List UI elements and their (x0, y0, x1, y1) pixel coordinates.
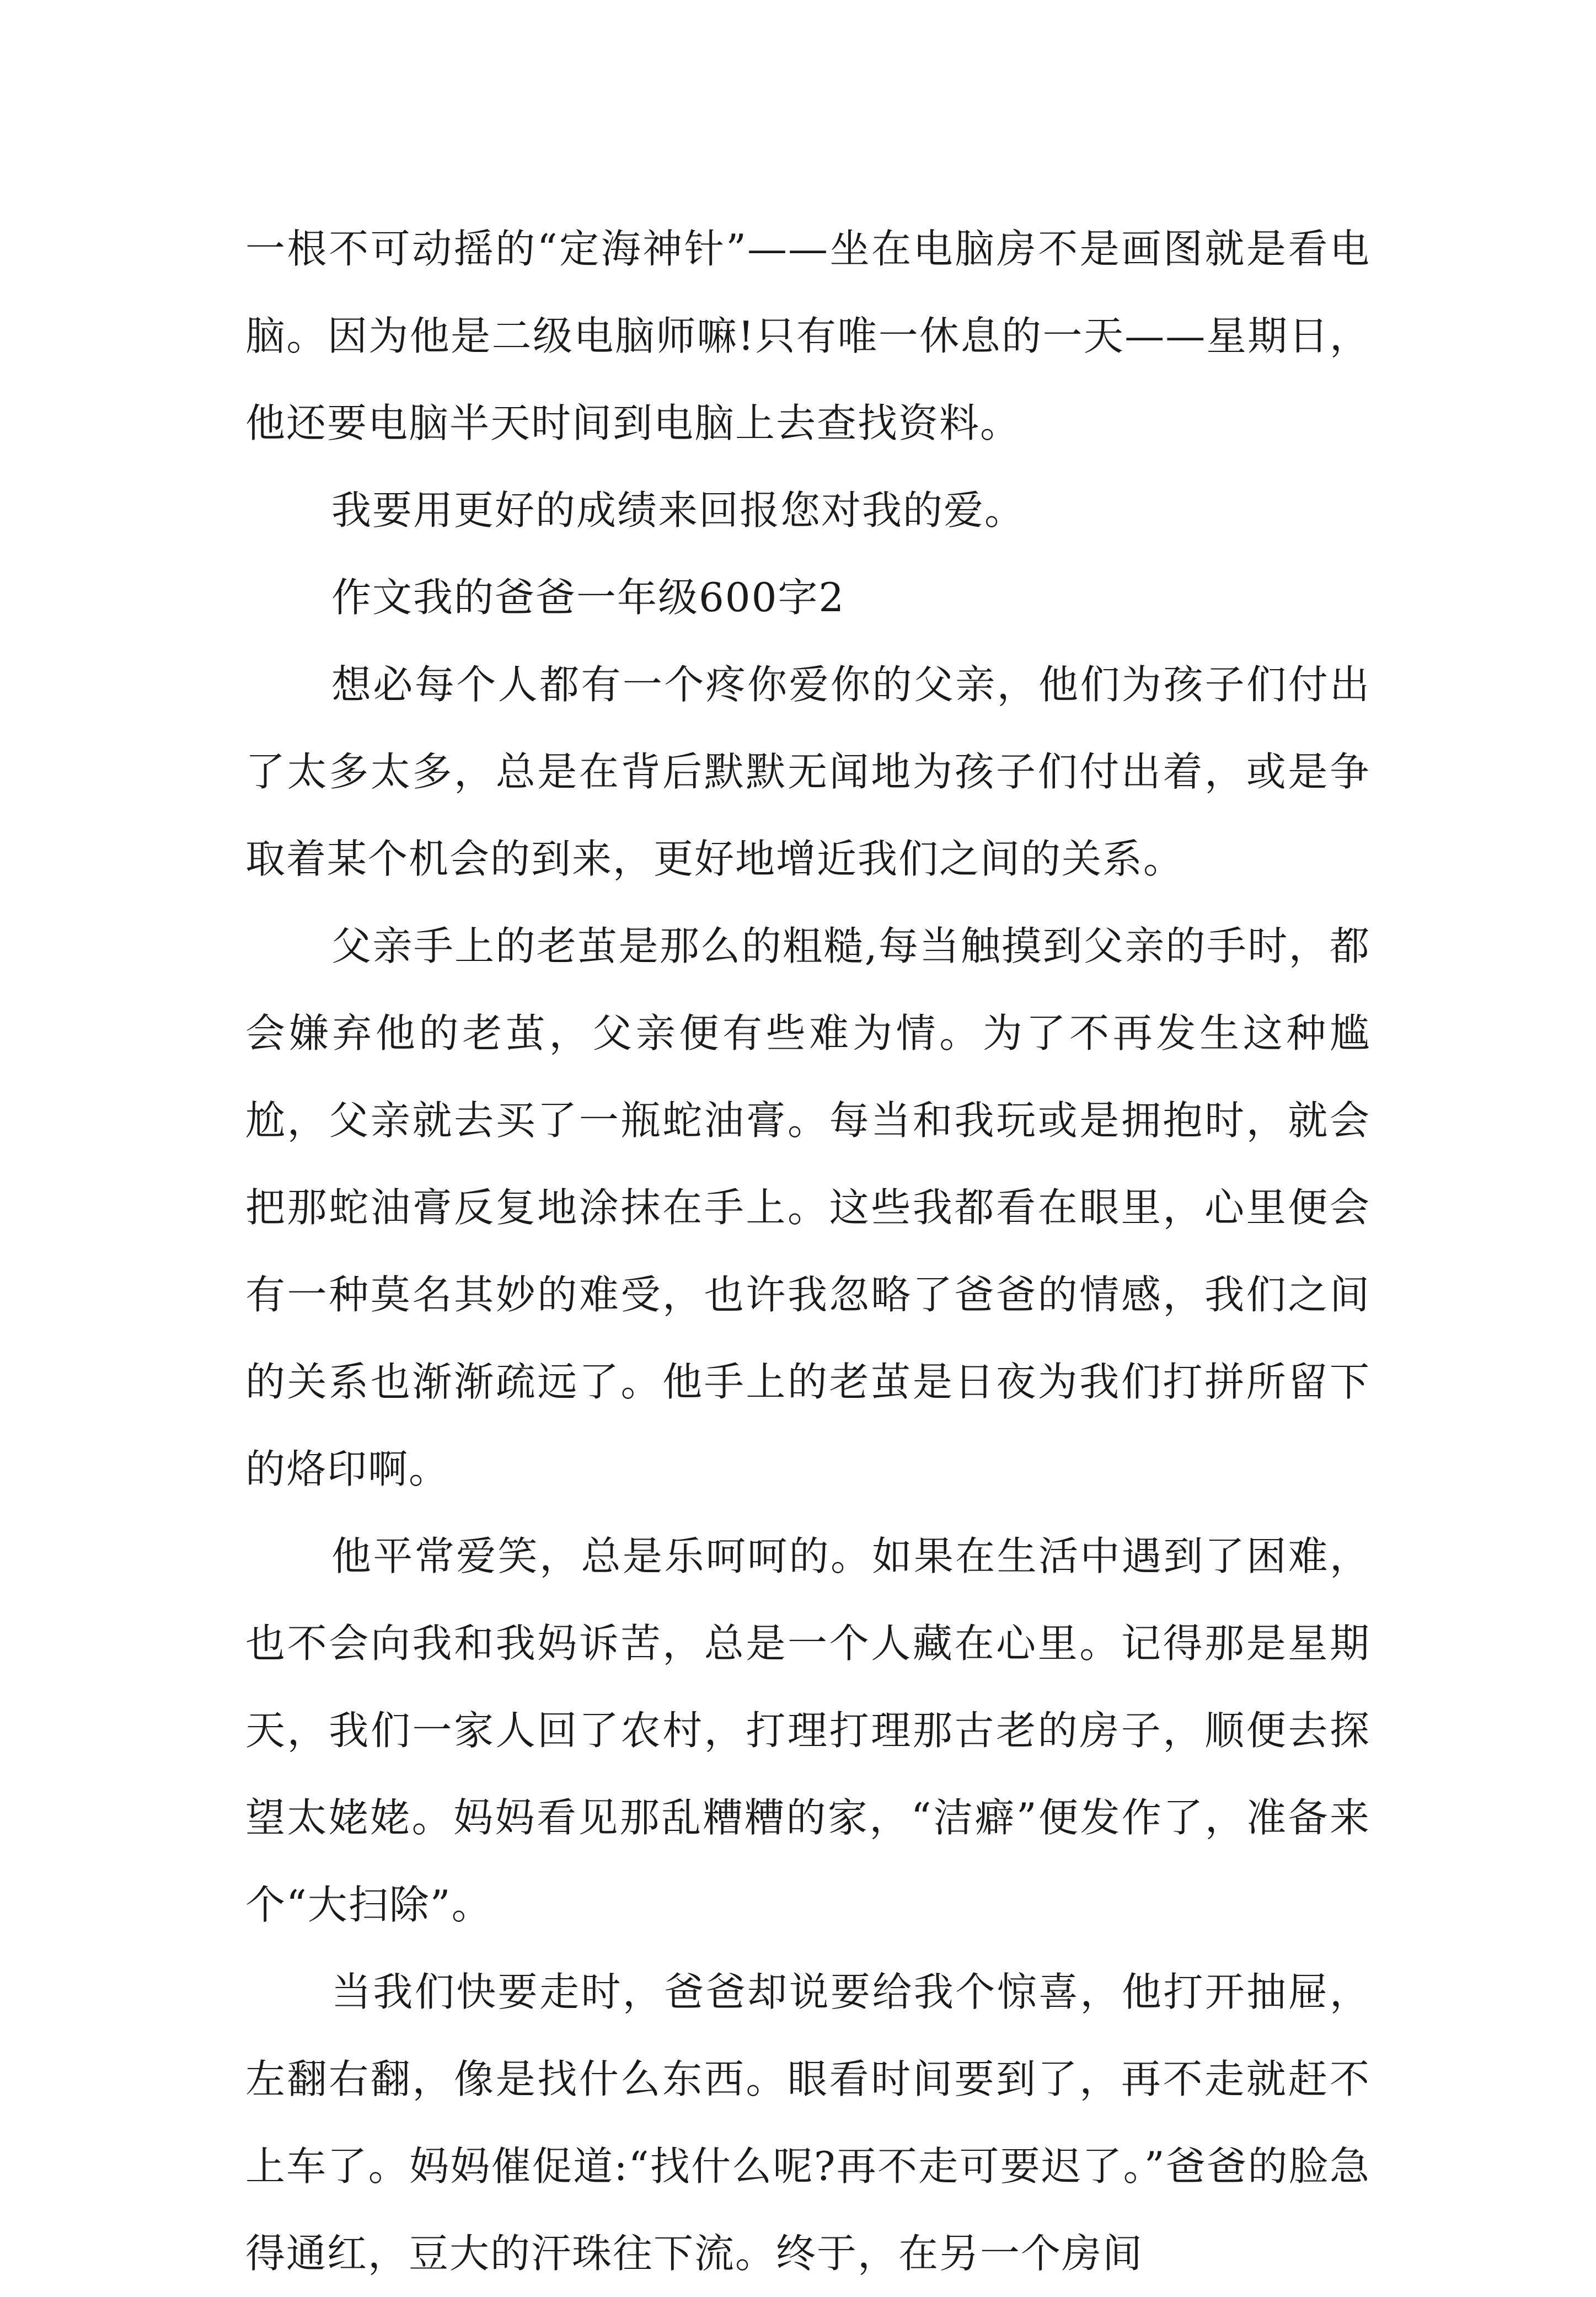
paragraph: 想必每个人都有一个疼你爱你的父亲，他们为孩子们付出了太多太多，总是在背后默默无闻地为孩子们付出着，或是争取着某个机会的到来，更好地增近我们之间的关系。 (245, 661, 1370, 882)
paragraph-closing-line: 我要用更好的成绩来回报您对我的爱。 (331, 487, 1026, 533)
paragraph: 当我们快要走时，爸爸却说要给我个惊喜，他打开抽屉，左翻右翻，像是找什么东西。眼看时间要到了，再不走就赶不上车了。妈妈催促道:“找什么呢?再不走可要迟了。”爸爸的脸急得通红，豆大的汗珠往下流。终于，在另一个房间 (245, 1969, 1370, 2277)
paragraph: 父亲手上的老茧是那么的粗糙,每当触摸到父亲的手时，都会嫌弃他的老茧，父亲便有些难为情。为了不再发生这种尴尬，父亲就去买了一瓶蛇油膏。每当和我玩或是拥抱时，就会把那蛇油膏反复地涂抹在手上。这些我都看在眼里，心里便会有一种莫名其妙的难受，也许我忽略了爸爸的情感，我们之间的关系也渐渐疏远了。他手上的老茧是日夜为我们打拼所留下的烙印啊。 (245, 923, 1370, 1492)
paragraph-continuation: 一根不可动摇的“定海神针”——坐在电脑房不是画图就是看电脑。因为他是二级电脑师嘛!只有唯一休息的一天——星期日，他还要电脑半天时间到电脑上去查找资料。 (245, 226, 1370, 446)
essay-title: 作文我的爸爸一年级600字2 (331, 574, 845, 621)
document-body (245, 205, 1370, 2297)
paragraph: 他平常爱笑，总是乐呵呵的。如果在生活中遇到了困难，也不会向我和我妈诉苦，总是一个人藏在心里。记得那是星期天，我们一家人回了农村，打理打理那古老的房子，顺便去探望太姥姥。妈妈看见那乱糟糟的家，“洁癖”便发作了，准备来个“大扫除”。 (245, 1533, 1370, 1928)
